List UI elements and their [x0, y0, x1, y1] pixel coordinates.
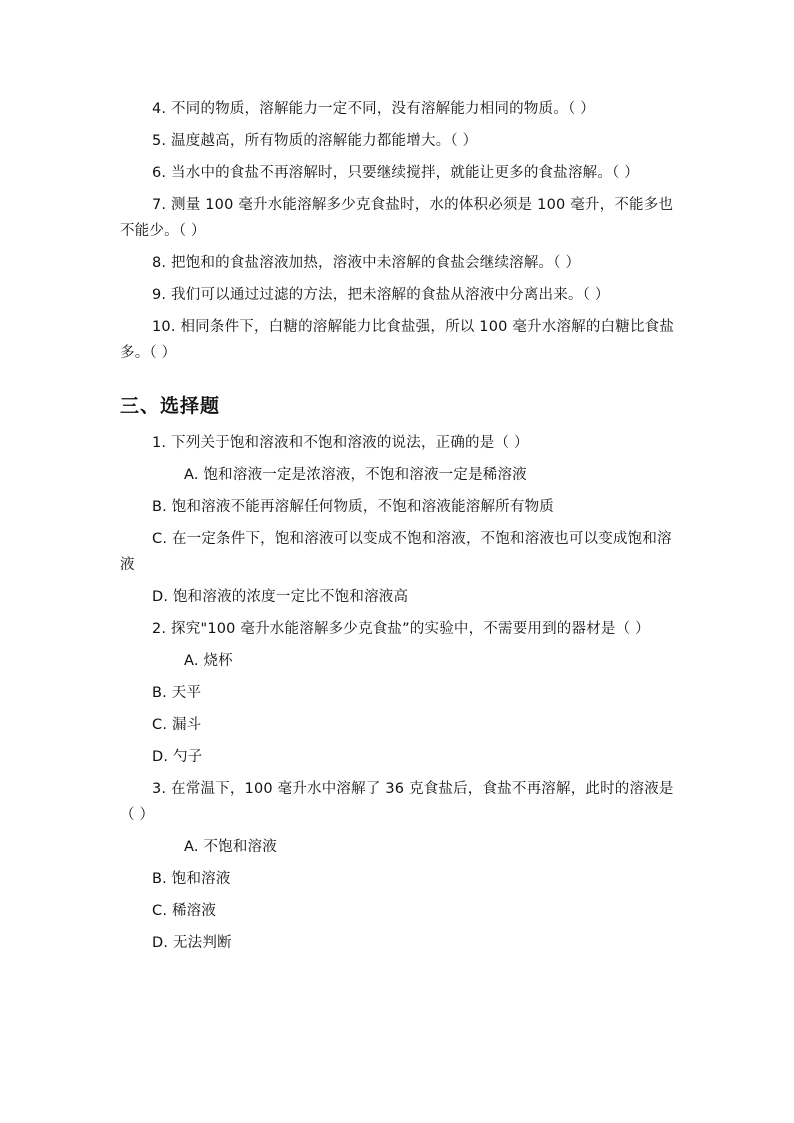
judge-item-10: 10. 相同条件下，白糖的溶解能力比食盐强，所以 100 毫升水溶解的白糖比食盐多。（ ）: [120, 319, 675, 361]
option-b: B. 饱和溶液: [152, 871, 231, 887]
question-3: [120, 776, 676, 956]
option-d: D. 饱和溶液的浓度一定比不饱和溶液高: [152, 589, 409, 605]
judge-item-8: 8. 把饱和的食盐溶液加热，溶液中未溶解的食盐会继续溶解。（ ）: [152, 255, 581, 271]
option-b: B. 饱和溶液不能再溶解任何物质，不饱和溶液能溶解所有物质: [152, 499, 554, 515]
judge-item-4: 4. 不同的物质，溶解能力一定不同，没有溶解能力相同的物质。（ ）: [152, 101, 595, 117]
question-1: [120, 430, 676, 610]
option-a: A. 烧杯: [184, 653, 233, 669]
option-c: C. 稀溶液: [152, 903, 217, 919]
question-stem: 3. 在常温下，100 毫升水中溶解了 36 克食盐后，食盐不再溶解，此时的溶液是（ ）: [120, 781, 674, 823]
judge-item-6: 6. 当水中的食盐不再溶解时，只要继续搅拌，就能让更多的食盐溶解。（ ）: [152, 165, 639, 181]
option-d: D. 勺子: [152, 749, 203, 765]
option-d: D. 无法判断: [152, 935, 232, 951]
question-stem: 2. 探究"100 毫升水能溶解多少克食盐”的实验中，不需要用到的器材是（ ）: [152, 621, 650, 637]
judge-item-9: 9. 我们可以通过过滤的方法，把未溶解的食盐从溶液中分离出来。（ ）: [152, 287, 610, 303]
judge-item-5: 5. 温度越高，所有物质的溶解能力都能增大。（ ）: [152, 133, 478, 149]
section-title: 三、选择题: [120, 395, 221, 417]
option-a: A. 不饱和溶液: [184, 839, 277, 855]
option-a: A. 饱和溶液一定是浓溶液，不饱和溶液一定是稀溶液: [184, 467, 527, 483]
question-stem: 1. 下列关于饱和溶液和不饱和溶液的说法，正确的是（ ）: [152, 435, 529, 451]
option-b: B. 天平: [152, 685, 202, 701]
true-false-list: [120, 96, 676, 366]
document-content: [120, 96, 676, 962]
judge-item-7: 7. 测量 100 毫升水能溶解多少克食盐时，水的体积必须是 100 毫升，不能多也不能少。（ ）: [120, 197, 674, 239]
option-c: C. 在一定条件下，饱和溶液可以变成不饱和溶液，不饱和溶液也可以变成饱和溶液: [120, 531, 672, 573]
option-c: C. 漏斗: [152, 717, 202, 733]
question-2: [120, 616, 676, 770]
